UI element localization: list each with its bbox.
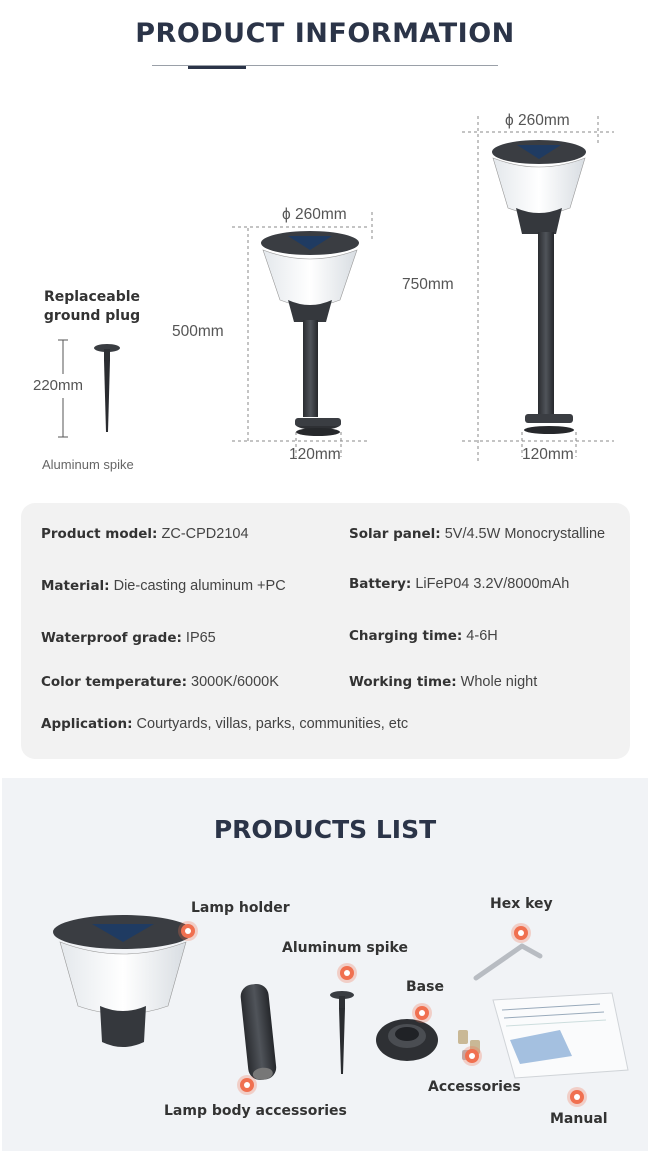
page-title: PRODUCT INFORMATION bbox=[135, 18, 515, 49]
manual-illustration bbox=[493, 993, 628, 1078]
spec-label: Material: bbox=[41, 578, 110, 594]
aluminum-spike-marker bbox=[340, 966, 354, 980]
spec-label: Working time: bbox=[349, 674, 457, 690]
ground-plug-caption: Aluminum spike bbox=[42, 457, 134, 472]
spec-value: 5V/4.5W Monocrystalline bbox=[444, 526, 606, 542]
part-label-hex-key: Hex key bbox=[490, 896, 553, 912]
lamp-body-marker bbox=[240, 1078, 254, 1092]
tall-lamp-base: 120mm bbox=[522, 446, 574, 463]
hex-key-illustration bbox=[476, 946, 540, 978]
spec-charging-time bbox=[349, 628, 498, 644]
spec-label: Application: bbox=[41, 716, 133, 732]
spec-label: Product model: bbox=[41, 526, 158, 542]
ground-spike-illustration bbox=[94, 344, 120, 432]
part-label-lamp-holder: Lamp holder bbox=[191, 900, 290, 916]
lamp-holder-marker bbox=[181, 924, 195, 938]
spec-material bbox=[41, 578, 286, 594]
tall-lamp-diameter: ϕ 260mm bbox=[505, 112, 570, 129]
spec-label: Color temperature: bbox=[41, 674, 187, 690]
short-lamp-height: 500mm bbox=[172, 323, 224, 340]
part-label-aluminum-spike: Aluminum spike bbox=[282, 940, 408, 956]
part-label-manual: Manual bbox=[550, 1111, 608, 1127]
spec-solar-panel bbox=[349, 526, 605, 542]
short-lamp-base: 120mm bbox=[289, 446, 341, 463]
part-label-lamp-body-accessories: Lamp body accessories bbox=[164, 1103, 347, 1119]
short-lamp-diameter: ϕ 260mm bbox=[282, 206, 347, 223]
accessories-marker bbox=[465, 1049, 479, 1063]
spec-value: 4-6H bbox=[466, 628, 498, 644]
spec-value: ZC-CPD2104 bbox=[161, 526, 249, 542]
products-list-title: PRODUCTS LIST bbox=[213, 815, 437, 844]
base-illustration bbox=[376, 1019, 438, 1061]
spec-value: Courtyards, villas, parks, communities, etc bbox=[136, 716, 409, 732]
spec-label: Charging time: bbox=[349, 628, 463, 644]
part-label-base: Base bbox=[406, 979, 444, 995]
spec-value: LiFeP04 3.2V/8000mAh bbox=[415, 576, 570, 592]
spec-label: Solar panel: bbox=[349, 526, 441, 542]
spec-value: 3000K/6000K bbox=[191, 674, 279, 690]
spec-label: Battery: bbox=[349, 576, 412, 592]
aluminum-spike-illustration bbox=[330, 991, 354, 1074]
lamp-holder-illustration bbox=[53, 915, 193, 1047]
tall-lamp-illustration bbox=[492, 140, 586, 434]
short-lamp-illustration bbox=[261, 231, 359, 436]
manual-marker bbox=[570, 1090, 584, 1104]
part-label-accessories: Accessories bbox=[428, 1079, 521, 1095]
hex-key-marker bbox=[514, 926, 528, 940]
spec-battery bbox=[349, 576, 569, 592]
spec-waterproof-grade bbox=[41, 630, 216, 646]
ground-plug-length: 220mm bbox=[33, 377, 84, 394]
tall-lamp-height: 750mm bbox=[402, 276, 454, 293]
products-list-illustration bbox=[0, 778, 650, 1151]
ground-plug-title: Replaceable ground plug bbox=[43, 289, 141, 324]
dimension-diagram bbox=[0, 0, 650, 500]
spec-application bbox=[41, 716, 408, 732]
spec-color-temperature bbox=[41, 674, 279, 690]
spec-value: Whole night bbox=[460, 674, 538, 690]
spec-label: Waterproof grade: bbox=[41, 630, 182, 646]
spec-product-model bbox=[41, 526, 249, 542]
spec-value: Die-casting aluminum +PC bbox=[113, 578, 286, 594]
lamp-body-illustration bbox=[239, 983, 277, 1081]
spec-working-time bbox=[349, 674, 537, 690]
base-marker bbox=[415, 1006, 429, 1020]
spec-value: IP65 bbox=[185, 630, 216, 646]
